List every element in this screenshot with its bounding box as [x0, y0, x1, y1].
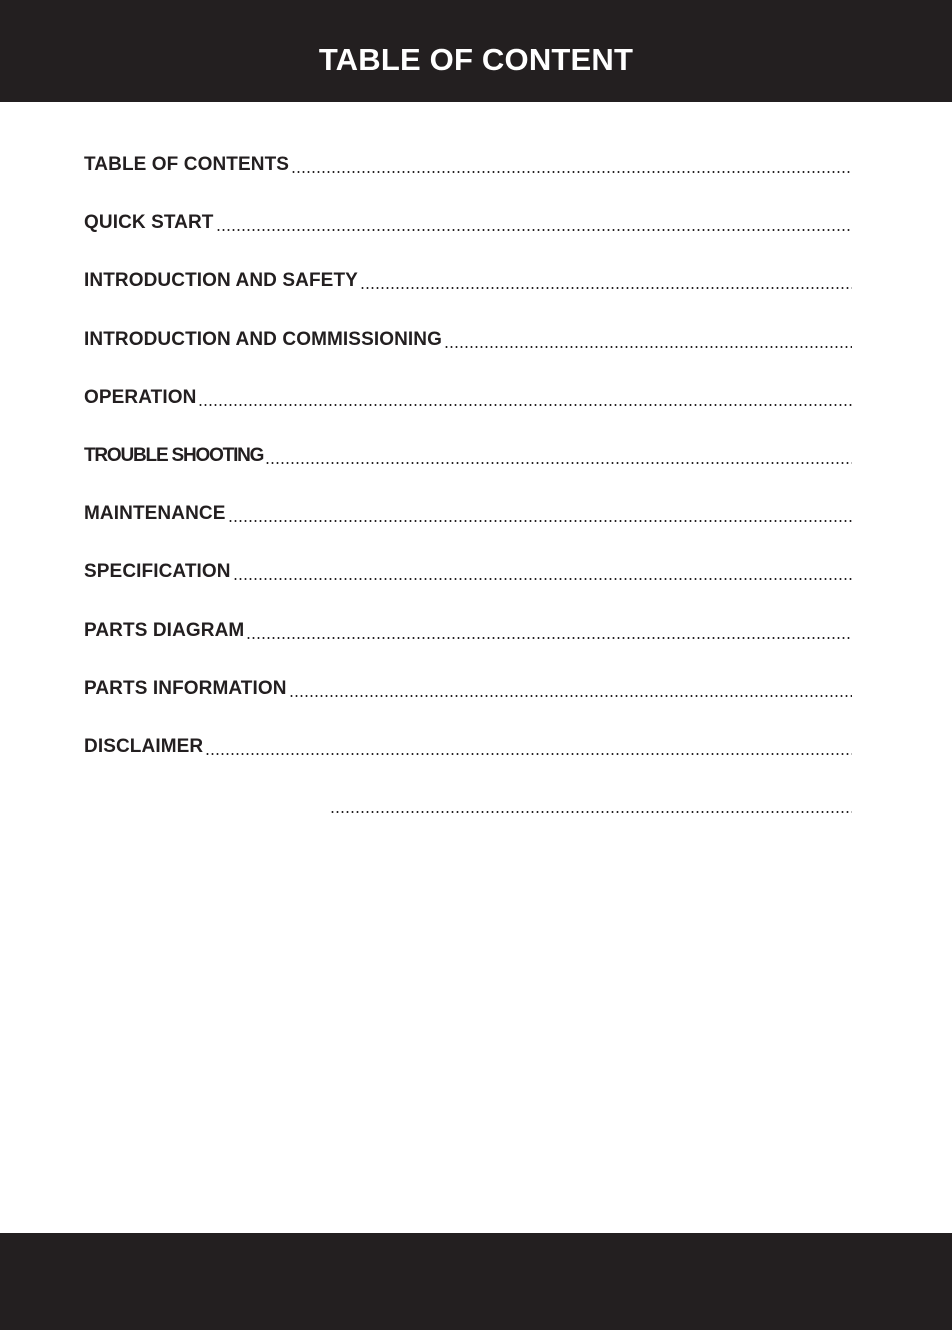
- toc-entry-label: INTRODUCTION AND SAFETY: [84, 270, 358, 292]
- toc-entry-blank: [84, 788, 852, 846]
- page-title: TABLE OF CONTENT: [318, 42, 634, 77]
- toc-entry-label: MAINTENANCE: [84, 503, 226, 525]
- toc-entry-introduction-and-safety[interactable]: [84, 264, 852, 322]
- toc-entry-label: INTRODUCTION AND COMMISSIONING: [84, 328, 443, 350]
- toc-entry-label: DISCLAIMER: [84, 735, 204, 757]
- toc-entry-specification[interactable]: [84, 555, 852, 613]
- toc-entry-label: PARTS DIAGRAM: [84, 619, 245, 641]
- toc-entry-label: QUICK START: [84, 212, 214, 234]
- dot-leader: [233, 555, 852, 589]
- dot-leader: [205, 730, 852, 764]
- toc-entry-trouble-shooting[interactable]: [84, 439, 852, 497]
- toc-entry-quick-start[interactable]: [84, 206, 852, 264]
- dot-leader: [198, 381, 852, 415]
- toc-entry-operation[interactable]: [84, 381, 852, 439]
- toc-entry-label: TROUBLE SHOOTING: [84, 444, 264, 466]
- toc-entry-table-of-contents[interactable]: [84, 148, 852, 206]
- dot-leader: [330, 788, 852, 822]
- toc-entry-disclaimer[interactable]: [84, 730, 852, 788]
- dot-leader: [360, 264, 852, 298]
- toc-entry-label: PARTS INFORMATION: [84, 677, 287, 699]
- dot-leader: [444, 323, 852, 357]
- dot-leader: [291, 148, 852, 182]
- dot-leader: [265, 439, 852, 473]
- toc-entry-label: TABLE OF CONTENTS: [84, 154, 290, 175]
- toc-entry-label: SPECIFICATION: [84, 561, 231, 583]
- dot-leader: [289, 672, 852, 706]
- toc-entry-introduction-and-commissioning[interactable]: [84, 323, 852, 381]
- toc-entry-maintenance[interactable]: [84, 497, 852, 555]
- header-bar: [0, 0, 952, 102]
- dot-leader: [228, 497, 853, 531]
- toc-entry-label: OPERATION: [84, 386, 197, 408]
- toc-entry-parts-diagram[interactable]: [84, 614, 852, 672]
- footer-bar: [0, 1233, 952, 1330]
- dot-leader: [246, 614, 852, 648]
- toc-entry-parts-information[interactable]: [84, 672, 852, 730]
- dot-leader: [216, 206, 852, 240]
- table-of-contents: [84, 148, 852, 846]
